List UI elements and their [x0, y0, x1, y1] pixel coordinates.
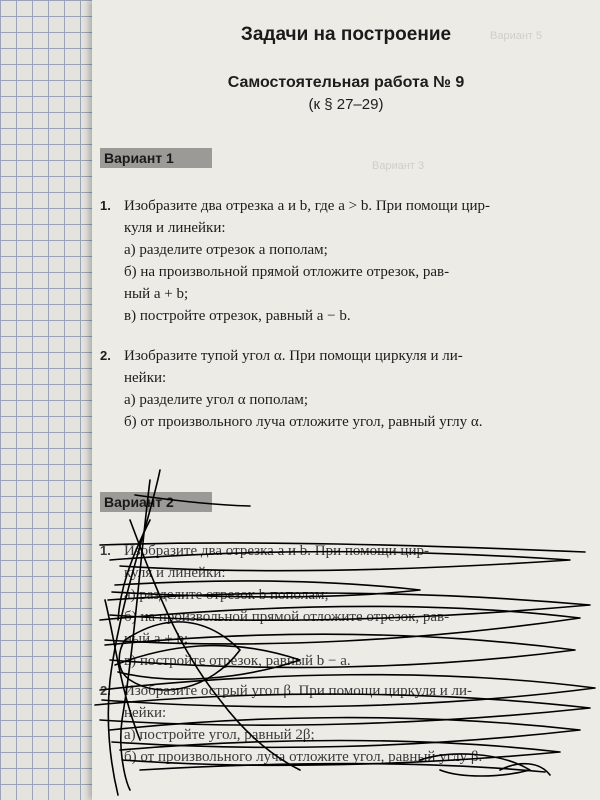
ghost-label: Вариант 5 — [490, 30, 543, 42]
task-number: 1. — [100, 198, 111, 213]
ghost-label: Вариант 3 — [372, 160, 425, 172]
task-line: Изобразите тупой угол α. При помощи циркуля и ли- — [124, 348, 463, 364]
task-line: куля и линейки: — [124, 565, 226, 581]
task-line: нейки: — [124, 370, 167, 386]
task-line: ный a + b; — [124, 631, 189, 647]
variant-2-task-1 — [100, 540, 548, 672]
task-line: б) от произвольного луча отложите угол, равный углу α. — [124, 414, 483, 430]
task-line: куля и линейки: — [124, 220, 226, 236]
textbook-page — [92, 0, 600, 800]
task-number: 2. — [100, 683, 111, 698]
task-line: б) на произвольной прямой отложите отрезок, рав- — [124, 264, 450, 280]
task-line: в) постройте отрезок, равный b − a. — [124, 653, 351, 669]
task-line: а) постройте угол, равный 2β; — [124, 727, 315, 743]
task-line: а) разделите угол α пополам; — [124, 392, 309, 408]
task-line: Изобразите два отрезка a и b. При помощи цир- — [124, 543, 429, 559]
variant-1-label: Вариант 1 — [100, 148, 212, 168]
variant-2-label: Вариант 2 — [100, 492, 212, 512]
section-title: Задачи на построение — [240, 24, 452, 45]
task-line: в) постройте отрезок, равный a − b. — [124, 308, 351, 324]
task-number: 2. — [100, 348, 111, 363]
task-line: б) от произвольного луча отложите угол, равный углу β. — [124, 749, 483, 765]
work-title: Самостоятельная работа № 9 — [227, 74, 465, 91]
work-subtitle: (к § 27–29) — [308, 96, 384, 113]
task-line: ный a + b; — [124, 286, 189, 302]
task-2 — [100, 345, 548, 433]
task-line: Изобразите два отрезка a и b, где a > b. При помощи цир- — [124, 198, 491, 214]
task-line: нейки: — [124, 705, 167, 721]
task-number: 1. — [100, 543, 111, 558]
variant-2-task-2 — [100, 680, 548, 768]
task-line: б) на произвольной прямой отложите отрезок, рав- — [124, 609, 450, 625]
task-line: Изобразите острый угол β. При помощи циркуля и ли- — [124, 683, 473, 699]
task-line: а) разделите отрезок a пополам; — [124, 242, 328, 258]
task-1 — [100, 195, 548, 327]
task-line: а) разделите отрезок b пополам; — [124, 587, 329, 603]
